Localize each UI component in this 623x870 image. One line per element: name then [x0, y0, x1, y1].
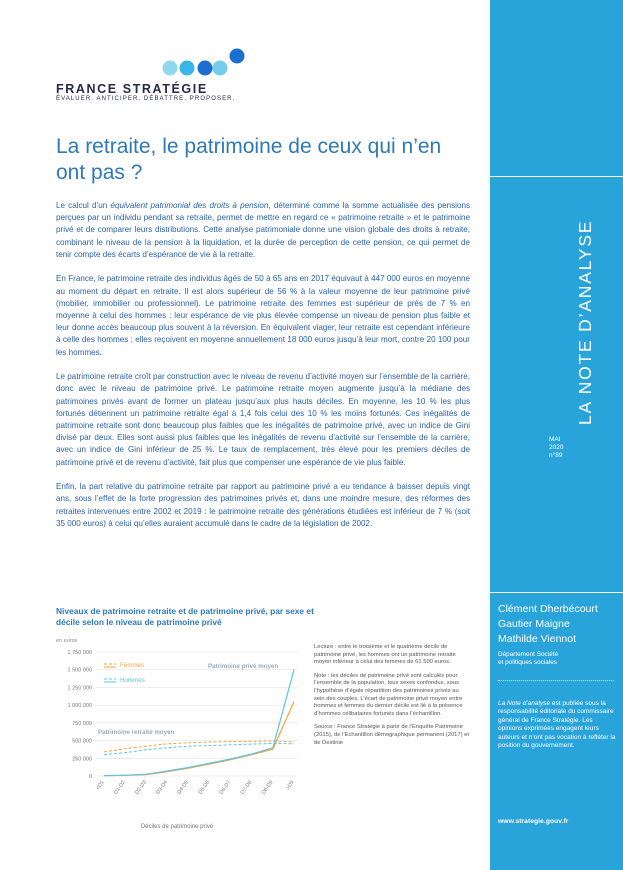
paragraph-3: Le patrimoine retraite croît par construction avec le niveau de revenu d’activité moyen sur l’ensemble de la carrière, donc avec le niveau de patrimoine privé. Le patrimoine retraite moyen augmente jusqu’à la médiane des patrimoines privés avant de former un plateau jusqu’aux plus hauts déciles. En moyenne, les 10 % les plus fortunés détiennent un patrimoine retraite égal à 1,4 fois celui des 10 % les moins fortunés. Ces inégalités de patrimoine retraite sont donc beaucoup plus faibles que les inégalités de patrimoine privé, avec un indice de Gini divisé par deux. Elles sont aussi plus faibles que les inégalités de revenu d’activité sur l’ensemble de la carrière, avec un indice de Gini inférieur de 25 %. Le taux de remplacement, très élevé pour les premiers déciles de patrimoine privé et de revenu d’activité, fait plus que compenser une espérance de vie plus faible. — [56, 372, 470, 467]
department: Département Société et politiques sociales — [498, 651, 559, 666]
x-tick-label: D3-D4 — [155, 779, 169, 796]
paragraph-2: En France, le patrimoine retraite des individus âgés de 50 à 65 ans en 2017 équivaut à 447 000 euros en moyenne au moment du départ en retraite. Il est alors supérieur de 56 % à la valeur moyenne de leur patrimoine privé (mobilier, immobilier ou professionnel). Le patrimoine retraite des femmes est supérieur de près de 7 % en moyenne à celui des hommes : leur espérance de vie plus élevée compense un niveau de pension plus faible et leur donne accès beaucoup plus souvent à la réversion. En équivalent viager, leur retraite est cependant inférieure à celle des hommes : elles reçoivent en moyenne annuellement 18 000 euros jusqu’à leur mort, contre 20 100 pour les hommes. — [56, 274, 470, 357]
x-tick-label: D7-D8 — [239, 779, 254, 796]
series-label: LA NOTE D’ANALYSE — [575, 219, 595, 425]
issue-month: MAI — [549, 436, 561, 443]
website-link[interactable]: www.strategie.gouv.fr — [498, 818, 569, 825]
paragraph-4: Enfin, la part relative du patrimoine retraite par rapport au patrimoine privé a eu tendance à baisser depuis vingt ans, sous l’effet de la forte progression des patrimoines privés et, dans une moindre mesure, des réformes des retraites intervenues entre 2002 et 2019 : le patrimoine retraite des générations étudiées est inférieur de 7 % (soit 35 000 euros) à celui qu’elles auraient accumulé dans le cadre de la législation de 2002. — [56, 482, 470, 528]
logo-dot-2 — [180, 61, 195, 76]
chart-title: Niveaux de patrimoine retraite et de patrimoine privé, par sexe et décile selon le niveau de patrimoine privé — [56, 606, 314, 627]
y-tick-label: 0 — [88, 774, 92, 780]
series-line-1 — [104, 743, 294, 754]
x-tick-label: D6-D7 — [218, 779, 233, 796]
y-unit-label: en euros — [56, 638, 78, 644]
x-tick-label: D5-D6 — [197, 779, 212, 796]
y-tick-label: 1 500 000 — [67, 667, 92, 674]
chart — [50, 632, 310, 832]
x-tick-label: D4-D5 — [176, 779, 191, 796]
author-3: Mathilde Viennot — [498, 633, 577, 645]
y-tick-label: 1 250 000 — [67, 685, 92, 692]
brand-tagline: ÉVALUER. ANTICIPER. DÉBATTRE. PROPOSER. — [56, 96, 236, 102]
legend-label: Femmes — [120, 662, 145, 669]
y-tick-label: 500 000 — [72, 738, 92, 745]
y-tick-label: 750 000 — [72, 720, 92, 727]
sidebar-top-panel — [490, 0, 623, 177]
brand-name: FRANCE STRATÉGIE — [56, 82, 208, 96]
x-axis-label: Déciles de patrimoine privé — [140, 824, 214, 830]
logo-dot-1 — [163, 61, 178, 76]
annotation-pension-wealth: Patrimoine retraite moyen — [98, 729, 175, 736]
sidebar-dotted-divider — [498, 680, 614, 681]
paragraph-1: Le calcul d’un équivalent patrimonial des droits à pension, déterminé comme la somme actualisée des pensions perçues par un individu pendant sa retraite, permet de mettre en regard ce « patrimoine retraite » et le patrimoine privé et de comparer leurs distributions. Cette analyse patrimoniale donne une vision globale des droits à retraite, combinant le niveau de la pension à la liquidation, et la durée de perception de cette pension, ce qui permet de tenir compte des écarts d’espérance de vie à la retraite. — [56, 201, 470, 259]
y-tick-label: 1 000 000 — [67, 703, 92, 710]
issue-number: n°89 — [549, 452, 563, 459]
x-tick-label: <D1 — [95, 779, 106, 792]
chart-lecture: Lecture : entre le troisième et le quatrième décile de patrimoine privé, les hommes ont un patrimoine retraite moyen inférieur à celui des femmes de 61 500 euros. — [314, 644, 456, 666]
chart-source: Source : France Stratégie à partir de l’Enquête Patrimoine (2015), de l’Échantillon démographique permanent (2017) et de Destinie — [314, 724, 470, 746]
chart-note: Note : les déciles de patrimoine privé sont calculés pour l’ensemble de la population, tous sexes confondus, sous l’hypothèse d’égale répartition des patrimoines privés au sein des couples. L’écart de patrimoine privé moyen entre hommes et femmes du dernier décile est lié à la présence d’hommes célibataires fortunés dans l’échantillon. — [314, 672, 463, 717]
issue-date — [549, 436, 563, 460]
chart-notes — [314, 644, 470, 753]
logo-dot-4 — [213, 61, 228, 76]
series-line-2 — [104, 702, 294, 776]
annotation-private-wealth: Patrimoine privé moyen — [208, 663, 279, 670]
author-2: Gautier Maigne — [498, 618, 570, 630]
authors — [498, 602, 598, 647]
x-tick-label: D1-D2 — [113, 779, 127, 796]
y-tick-label: 250 000 — [72, 756, 92, 763]
logo-dot-5 — [230, 49, 245, 64]
x-tick-label: D8-D9 — [260, 779, 275, 796]
logo-dot-3 — [198, 61, 213, 76]
author-1: Clément Dherbécourt — [498, 603, 598, 615]
x-tick-label: >D9 — [285, 779, 296, 792]
legend-label: Hommes — [120, 677, 145, 684]
body-text — [56, 200, 470, 542]
issue-year: 2020 — [549, 444, 564, 451]
page-title: La retraite, le patrimoine de ceux qui n’en ont pas ? — [56, 135, 442, 184]
france-strategie-logo-dots — [160, 48, 250, 78]
y-tick-label: 1 750 000 — [67, 650, 92, 656]
x-tick-label: D2-D3 — [134, 779, 148, 796]
editorial-note: La Note d’analyse est publiée sous la responsabilité éditoriale du commissaire général de France Stratégie. Les opinions exprimées engagent leurs auteurs et n’ont pas vocation à refléter la position du gouvernement. — [498, 700, 616, 750]
sidebar-divider — [490, 592, 623, 593]
